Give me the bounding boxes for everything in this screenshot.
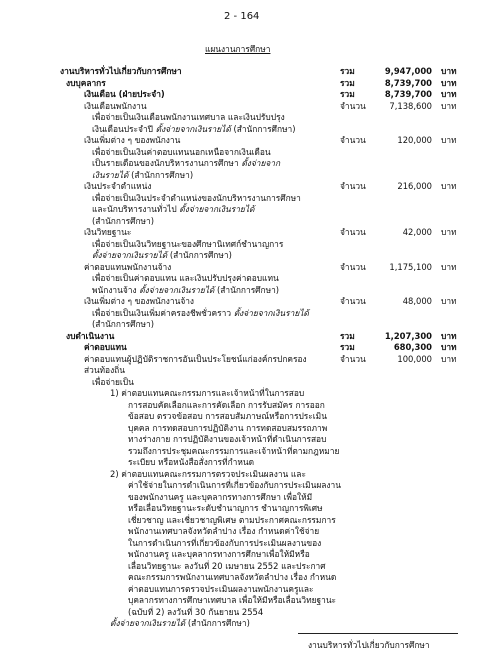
amount-value: 100,000 [397, 353, 432, 364]
line-12 [92, 204, 254, 214]
line-text: ระเบียบ หรือหนังสือสั่งการที่กำหนด [128, 457, 255, 467]
amount-unit: บาท [441, 330, 457, 341]
line-40 [128, 526, 319, 536]
line-text: เพื่อจ่ายเป็นเงินค่าตอบแทนนอกเหนือจากเงินเดือน [92, 146, 271, 157]
line-42 [128, 549, 310, 559]
line-text: พนักงานครู และบุคลากรทางการศึกษาเพื่อให้มีหรือ [128, 549, 310, 559]
amount-value: 1,207,300 [384, 330, 432, 341]
amount-value: 9,947,000 [384, 66, 432, 76]
line-5 [92, 124, 296, 134]
line-10 [84, 181, 151, 191]
line-6 [84, 135, 180, 145]
line-26 [84, 365, 125, 375]
line-15 [92, 239, 283, 249]
amount-label: จำนวน [340, 135, 366, 145]
line-text: และนักบริหารงานทั่วไป [92, 204, 177, 214]
line-text: เงินประจำตำแหน่ง [84, 181, 152, 191]
amount-label: จำนวน [340, 181, 366, 191]
line-text: เงินเดือน (ฝ่ายประจำ) [84, 89, 165, 99]
line-text: งบดำเนินงาน [66, 330, 115, 341]
amount-label: จำนวน [340, 100, 366, 111]
source-note: ตั้งจ่ายจากเงินรายได้ [110, 618, 186, 628]
line-text: เชี่ยวชาญ และเชี่ยวชาญพิเศษ ตามประกาศคณะกรรมการ [128, 514, 336, 525]
line-text: คณะกรรมการพนักงานเทศบาลจังหวัดลำปาง เรื่อง กำหนด [128, 572, 337, 582]
source-note: ตั้งจ่ายจากเงินรายได้ [136, 284, 215, 295]
amount-unit: บาท [441, 261, 457, 272]
line-text: ของพนักงานครู และบุคลากรทางการศึกษา เพื่อให้มี [128, 491, 313, 502]
line-1 [66, 78, 106, 88]
line-4 [92, 112, 285, 122]
source-note: ตั้งจ่ายจากเงินรายได้ [231, 307, 309, 318]
amount-unit: บาท [441, 353, 457, 364]
line-28 [110, 388, 304, 398]
line-41 [128, 538, 321, 548]
line-text: ค่าใช้จ่ายในการดำเนินการที่เกี่ยวข้องกับการประเมินผลงาน [128, 480, 341, 490]
line-text: บุคคล การทดสอบการปฏิบัติงาน การทดสอบสมรรถภาพ [128, 422, 328, 433]
line-43 [128, 561, 326, 571]
line-25 [84, 354, 307, 364]
line-text: รวมถึงการประชุมคณะกรรมการและเจ้าหน้าที่ตามกฎหมาย [128, 445, 340, 456]
amount-unit: บาท [441, 181, 457, 191]
amount-value: 120,000 [397, 135, 432, 145]
line-text: 1) ค่าตอบแทนคณะกรรมการและเจ้าหน้าที่ในการสอบ [110, 388, 305, 398]
line-text: ข้อสอบ ตรวจข้อสอบ การสอบสัมภาษณ์หรือการประเมิน [128, 411, 327, 421]
line-text: งานบริหารทั่วไปเกี่ยวกับการศึกษา [60, 66, 182, 76]
line-text: เพื่อจ่ายเป็น [92, 376, 134, 387]
amount-label: จำนวน [340, 261, 366, 272]
line-29 [128, 400, 325, 410]
line-3 [84, 101, 147, 111]
line-13 [92, 216, 154, 226]
line-27 [92, 377, 134, 387]
amount-value: 216,000 [397, 181, 432, 191]
line-30 [128, 411, 327, 421]
source-note: ตั้งจ่ายจากเงินรายได้ [176, 204, 255, 214]
line-text: เพื่อจ่ายเป็นเงินวิทยฐานะของศึกษานิเทศก์ชำนาญการ [92, 238, 284, 249]
line-text: ค่าตอบแทนพนักงานจ้าง [84, 261, 172, 272]
amount-label: รวม [340, 77, 355, 88]
department-note: (สำนักการศึกษา) [167, 250, 232, 260]
line-11 [92, 193, 301, 203]
line-text: เพื่อจ่ายเป็นค่าตอบแทน และเงินปรับปรุงค่าตอบแทน [92, 273, 279, 283]
amount-label: จำนวน [340, 227, 366, 237]
line-32 [128, 434, 326, 444]
amount-value: 1,175,100 [389, 261, 432, 272]
source-note: ตั้งจ่ายจากเงินรายได้ [152, 123, 231, 134]
section-title: แผนงานการศึกษา [205, 44, 271, 54]
line-18 [92, 273, 279, 283]
line-9 [92, 170, 193, 180]
line-0 [60, 66, 182, 76]
line-47 [128, 607, 263, 617]
amount-unit: บาท [441, 66, 457, 76]
line-38 [128, 503, 323, 513]
footer-text: งานบริหารทั่วไปเกี่ยวกับการศึกษา [308, 640, 430, 650]
amount-value: 680,300 [393, 342, 432, 352]
line-48 [110, 618, 250, 628]
amount-unit: บาท [441, 89, 457, 99]
footer-rule [298, 633, 458, 634]
amount-unit: บาท [441, 296, 457, 306]
amount-value: 8,739,700 [384, 77, 432, 88]
department-note: (สำนักการศึกษา) [214, 284, 280, 295]
line-text: เพื่อจ่ายเป็นเงินเพิ่มค่าครองชีพชั่วคราว [92, 307, 232, 318]
amount-unit: บาท [441, 100, 457, 111]
line-text: ค่าตอบแทนการตรวจประเมินผลงานพนักงานครูและ [128, 583, 314, 594]
line-text: ในการดำเนินการที่เกี่ยวข้องกับการประเมินผลงานของ [128, 537, 322, 548]
line-21 [92, 308, 309, 318]
line-33 [128, 446, 339, 456]
line-text: ส่วนท้องถิ่น [84, 365, 125, 375]
line-45 [128, 584, 314, 594]
line-text: เลื่อนวิทยฐานะ ลงวันที่ 20 เมษายน 2552 และประกาศ [128, 560, 326, 571]
amount-value: 8,739,700 [384, 89, 432, 99]
department-note: (สำนักการศึกษา) [230, 123, 296, 134]
line-text: (สำนักการศึกษา) [92, 215, 155, 226]
amount-value: 7,138,600 [389, 100, 432, 111]
department-note: (สำนักการศึกษา) [185, 618, 250, 628]
amount-unit: บาท [441, 77, 457, 88]
source-note: เงินรายได้ [92, 169, 129, 180]
line-text: บุคลากรทางการศึกษาเทศบาล เพื่อให้มีหรือเลื่อนวิทยฐานะ [128, 595, 337, 605]
line-text: เงินวิทยฐานะ [84, 227, 132, 237]
page-number: 2 - 164 [224, 11, 260, 22]
line-text: พนักงานเทศบาลจังหวัดลำปาง เรื่อง กำหนดค่าใช้จ่าย [128, 526, 320, 536]
amount-unit: บาท [441, 227, 457, 237]
line-31 [128, 423, 327, 433]
line-text: หรือเลื่อนวิทยฐานะระดับชำนาญการ ชำนาญการพิเศษ [128, 503, 323, 513]
line-text: เงินเดือนประจำปี [92, 123, 153, 134]
line-39 [128, 515, 336, 525]
department-note: (สำนักการศึกษา) [128, 169, 194, 180]
line-text: เงินเพิ่มต่าง ๆ ของพนักงาน [84, 135, 181, 145]
amount-label: รวม [340, 342, 355, 352]
line-19 [92, 285, 279, 295]
line-text: เงินเพิ่มต่าง ๆ ของพนักงานจ้าง [84, 296, 195, 306]
line-23 [66, 331, 114, 341]
line-16 [92, 250, 232, 260]
line-text: (ฉบับที่ 2) ลงวันที่ 30 กันยายน 2554 [128, 606, 264, 617]
line-text: (สำนักการศึกษา) [92, 319, 155, 329]
amount-label: รวม [340, 330, 355, 341]
line-17 [84, 262, 171, 272]
amount-unit: บาท [441, 135, 457, 145]
line-46 [128, 595, 336, 605]
amount-label: จำนวน [340, 296, 366, 306]
line-text: การสอบคัดเลือกและการคัดเลือก การรับสมัคร การออก [128, 399, 325, 410]
line-text: ค่าตอบแทนผู้ปฏิบัติราชการอันเป็นประโยชน์แก่องค์กรปกครอง [84, 353, 307, 364]
line-2 [84, 89, 165, 99]
line-8 [92, 158, 280, 168]
line-text: เป็นรายเดือนของนักบริหารงานการศึกษา [92, 158, 239, 168]
line-37 [128, 492, 312, 502]
line-24 [84, 342, 127, 352]
line-text: เงินเดือนพนักงาน [84, 100, 147, 111]
line-14 [84, 227, 131, 237]
line-22 [92, 319, 154, 329]
source-note: ตั้งจ่ายจากเงินรายได้ [92, 250, 168, 260]
line-text: พนักงานจ้าง [92, 284, 137, 295]
amount-label: จำนวน [340, 353, 366, 364]
line-text: 2) ค่าตอบแทนคณะกรรมการตรวจประเมินผลงาน และ [110, 468, 306, 479]
line-text: ทางร่างกาย การปฏิบัติงานของเจ้าหน้าที่ดำเนินการสอบ [128, 434, 327, 444]
amount-label: รวม [340, 89, 355, 99]
line-text: ค่าตอบแทน [84, 342, 127, 352]
source-note: ตั้งจ่ายจาก [238, 158, 281, 168]
line-20 [84, 296, 194, 306]
amount-value: 48,000 [402, 296, 432, 306]
amount-label: รวม [340, 66, 355, 76]
line-text: เพื่อจ่ายเป็นเงินเดือนพนักงานเทศบาล และเงินปรับปรุง [92, 112, 285, 122]
line-44 [128, 572, 336, 582]
line-36 [128, 480, 341, 490]
line-text: งบบุคลากร [66, 77, 106, 88]
line-34 [128, 457, 254, 467]
amount-value: 42,000 [402, 227, 432, 237]
line-35 [110, 469, 306, 479]
line-text: เพื่อจ่ายเป็นเงินประจำตำแหน่งของนักบริหารงานการศึกษา [92, 192, 301, 203]
line-7 [92, 147, 271, 157]
amount-unit: บาท [441, 342, 457, 352]
